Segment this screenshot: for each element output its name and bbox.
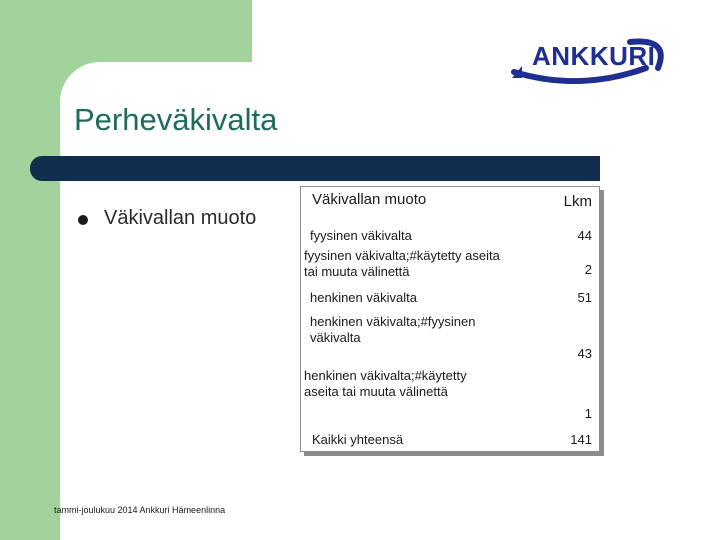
header-count: Lkm <box>563 193 592 210</box>
table-row-category: henkinen väkivalta;#fyysinen väkivalta <box>310 314 476 345</box>
footer-text: tammi-joulukuu 2014 Ankkuri Hämeenlinna <box>54 505 226 515</box>
table-row-category: henkinen väkivalta;#käytetty aseita tai muuta välinettä <box>304 368 467 399</box>
table-row-count: 51 <box>577 290 592 305</box>
ankkuri-logo <box>510 34 670 84</box>
table-row-category: henkinen väkivalta <box>310 290 417 305</box>
table-row-count: 141 <box>570 432 592 447</box>
table-row-category: fyysinen väkivalta;#käytetty aseita tai muuta välinettä <box>304 248 500 279</box>
table-row-category: fyysinen väkivalta <box>310 228 412 243</box>
violence-type-table <box>300 186 600 452</box>
bullet-text: Väkivallan muoto <box>104 207 257 229</box>
table-row-count: 1 <box>584 406 592 421</box>
table-row-count: 43 <box>577 346 592 361</box>
table-row-count: 2 <box>584 262 592 277</box>
bullet-dot-icon <box>78 215 88 225</box>
table-row-count: 44 <box>577 228 592 243</box>
table-row-category: Kaikki yhteensä <box>312 432 404 447</box>
title-divider-bar <box>30 156 600 181</box>
logo-text: ANKKURI <box>532 41 656 71</box>
slide-title: Perheväkivalta <box>74 102 278 137</box>
header-category: Väkivallan muoto <box>312 191 427 208</box>
